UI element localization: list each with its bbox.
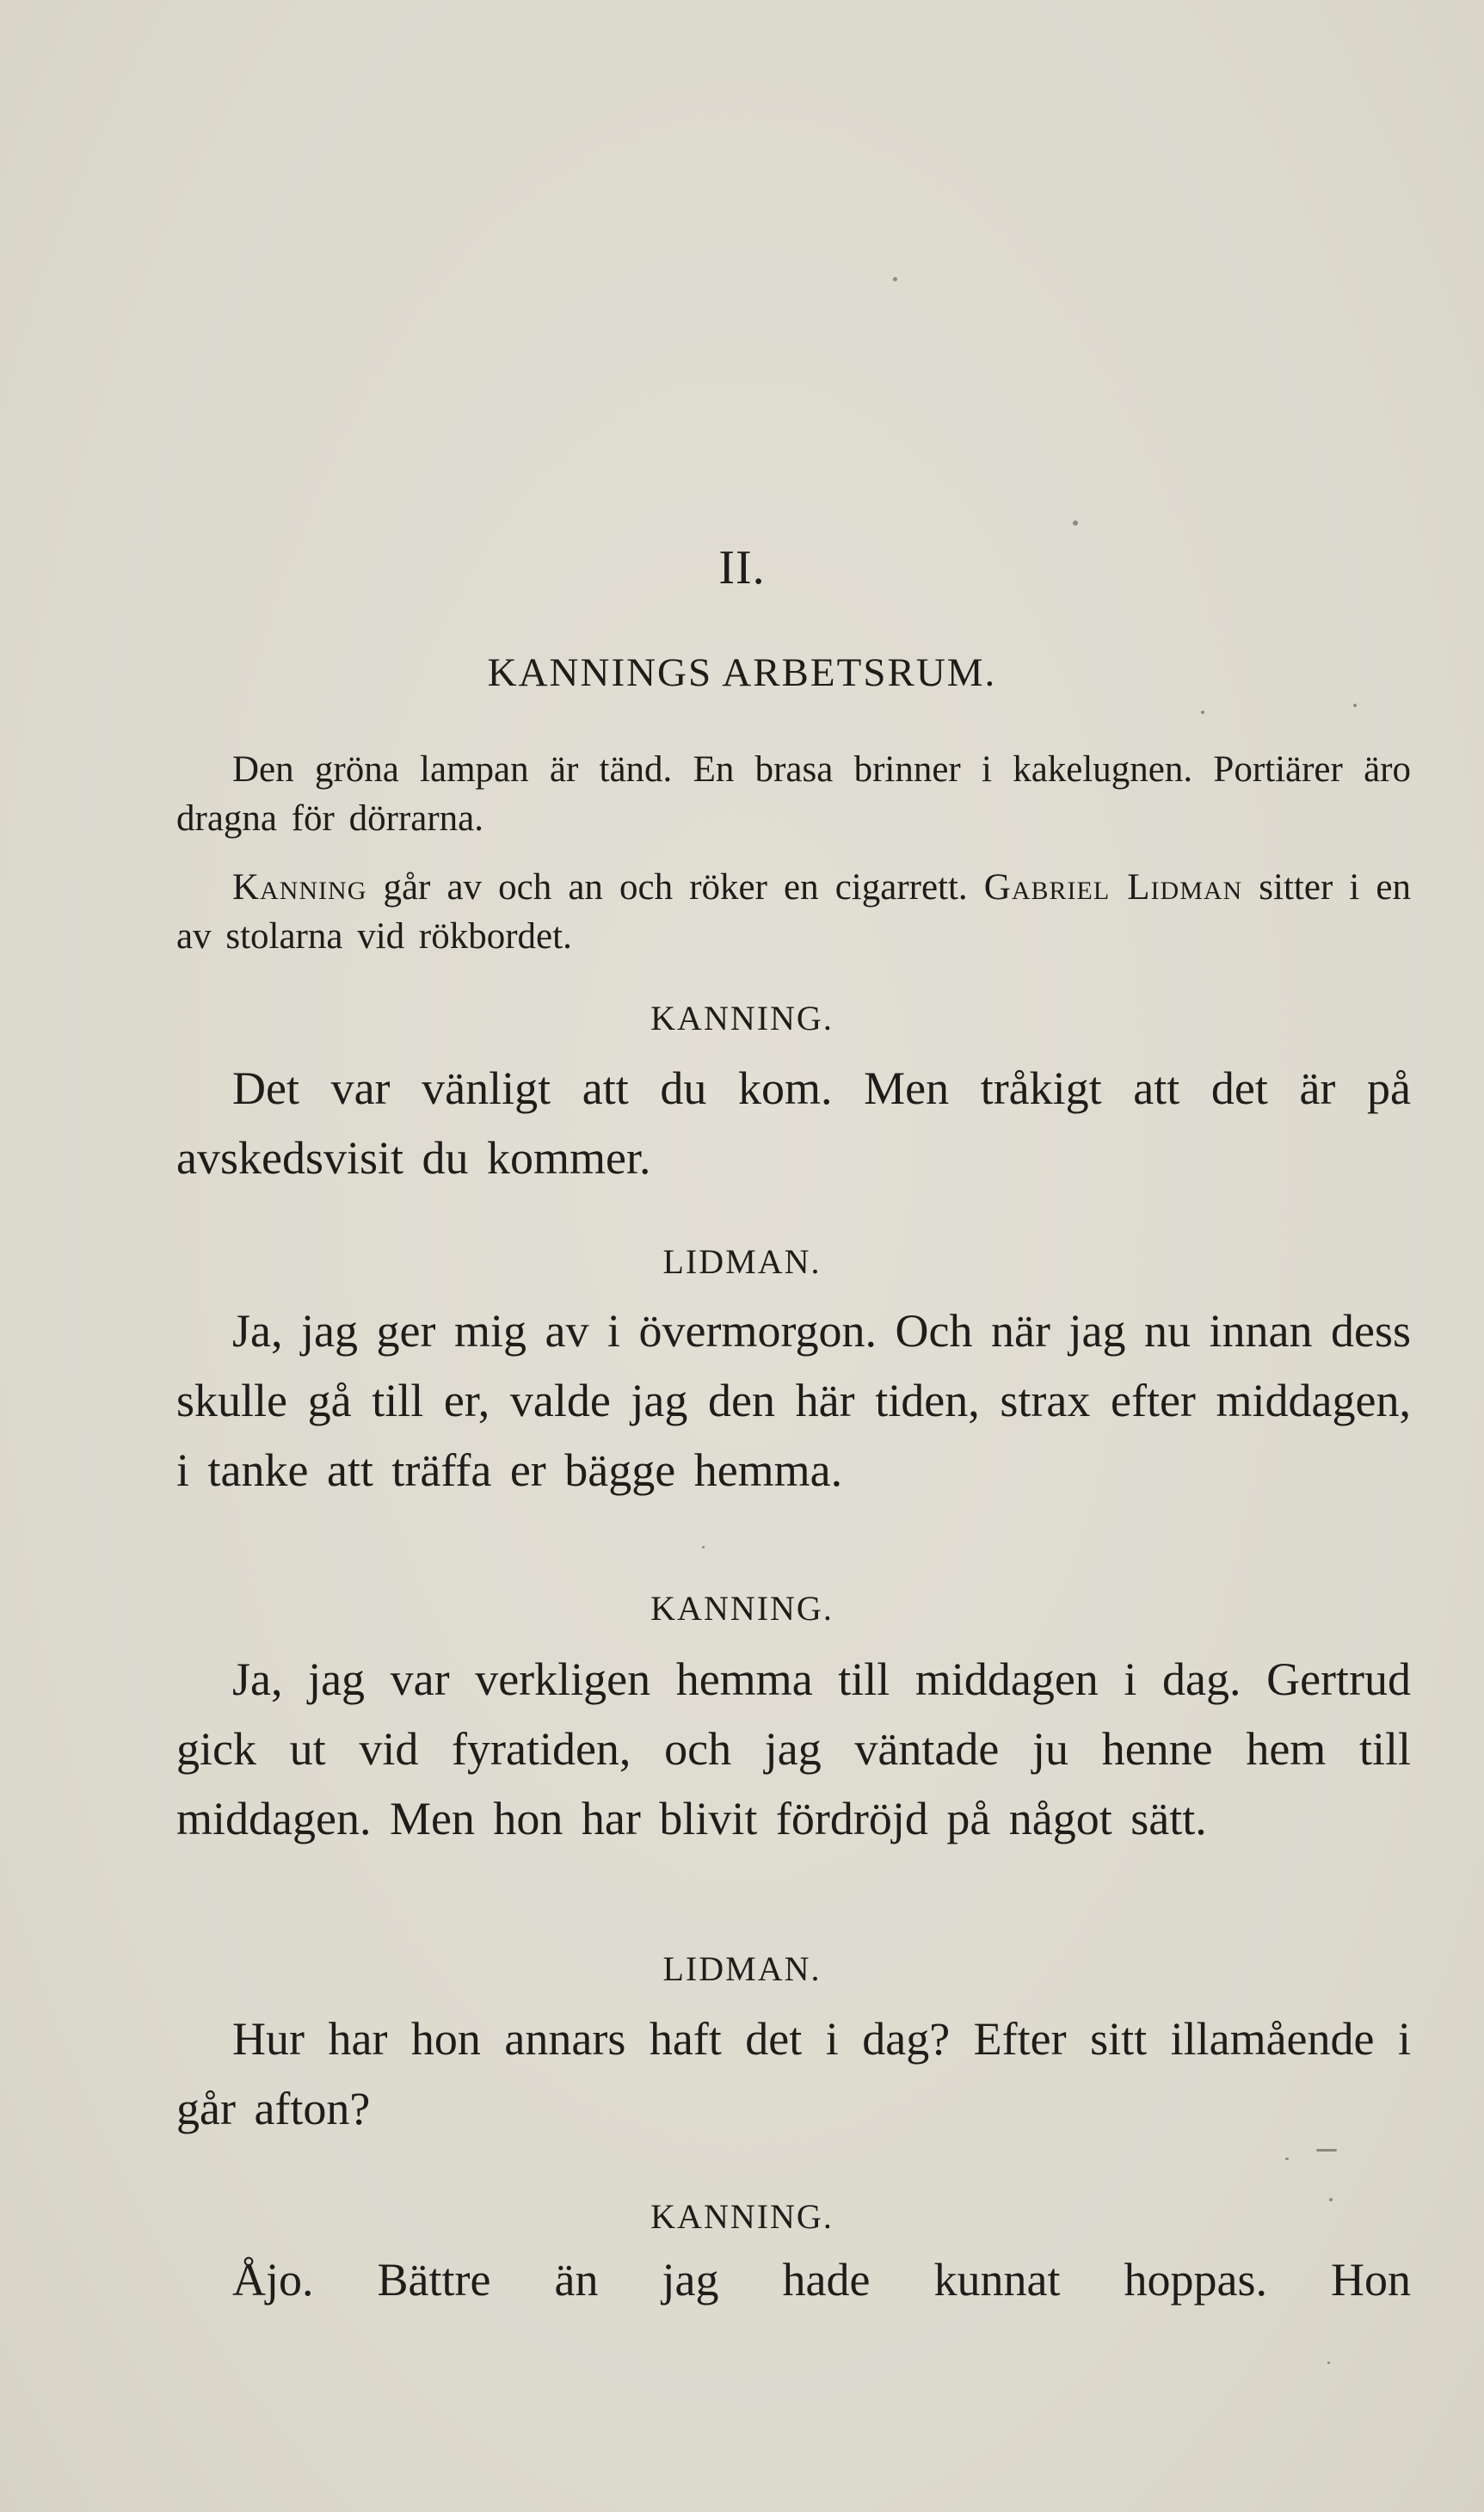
paper-speck xyxy=(1316,2149,1337,2152)
paper-speck xyxy=(893,277,897,281)
paper-speck xyxy=(702,1546,705,1548)
stage-direction-text: sitter i en av stolarna vid rökbordet. xyxy=(176,867,1412,957)
dialogue-line: Ja, jag ger mig av i övermorgon. Och när jag nu innan dess skulle gå till er, valde jag den här tiden, strax efter middagen, i tanke att träffa er bägge hemma. xyxy=(176,1305,1411,1496)
dialogue-line: Ja, jag var verkligen hemma till middagen i dag. Gertrud gick ut vid fyratiden, och jag väntade ju henne hem till middagen. Men hon har blivit fördröjd på något sätt. xyxy=(176,1653,1411,1844)
speaker-label: KANNING. xyxy=(650,1589,834,1628)
act-number: II. xyxy=(718,541,766,594)
stage-direction-text: Den gröna lampan är tänd. En brasa brinner i kakelugnen. Portiärer äro dragna för dörrarna. xyxy=(176,749,1411,839)
paper-speck xyxy=(1353,704,1357,707)
paper-speck xyxy=(1285,2158,1289,2160)
scene-setting: KANNINGS ARBETSRUM. xyxy=(487,650,997,695)
character-name-kanning: Kanning xyxy=(232,867,367,908)
stage-direction-text: går av och an och röker en cigarrett. xyxy=(366,867,984,908)
stage-direction-2 xyxy=(176,863,1411,961)
dialogue-line: Hur har hon annars haft det i dag? Efter sitt illamående i går afton? xyxy=(176,2013,1411,2134)
paper-speck xyxy=(1073,520,1078,526)
speaker-label: LIDMAN. xyxy=(662,1242,822,1281)
paper-speck xyxy=(1327,2361,1330,2364)
character-name-lidman: Gabriel Lidman xyxy=(983,867,1243,908)
speaker-label: KANNING. xyxy=(650,999,834,1037)
paper-speck xyxy=(1201,711,1204,714)
paper-speck xyxy=(1329,2198,1333,2201)
speaker-label: KANNING. xyxy=(650,2197,834,2236)
stage-direction-1 xyxy=(176,745,1411,843)
dialogue-line: Åjo. Bättre än jag hade kunnat hoppas. Hon xyxy=(232,2254,1411,2306)
speaker-label: LIDMAN. xyxy=(662,1949,822,1988)
dialogue-line: Det var vänligt att du kom. Men tråkigt att det är på avskedsvisit du kommer. xyxy=(176,1062,1411,1184)
